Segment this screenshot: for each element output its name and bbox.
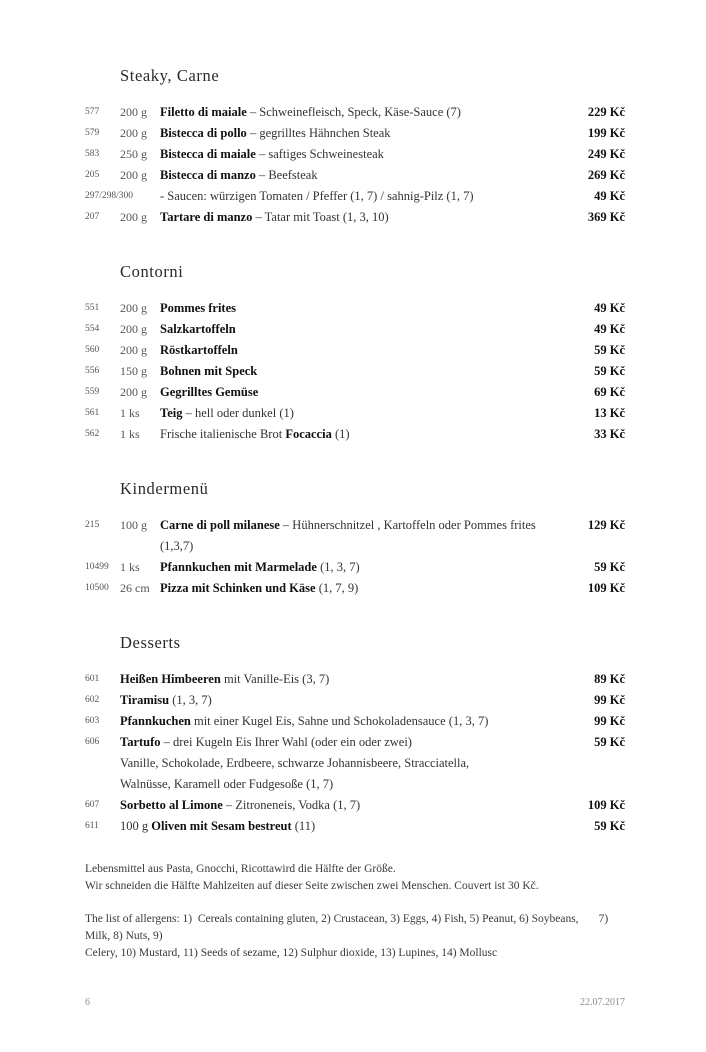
item-price: 249 Kč [587,147,625,161]
item-name: Bistecca di maiale [160,147,256,161]
note-line-portions: Lebensmittel aus Pasta, Gnocchi, Ricottawird die Hälfte der Größe. [85,863,396,875]
section-items [85,515,625,599]
item-name: Bohnen mit Speck [160,364,258,378]
item-quantity: 200 g [120,168,147,182]
item-quantity: 1 ks [120,406,140,420]
menu-item-row [85,424,625,445]
item-meta [85,165,160,186]
item-name: Focaccia [285,427,332,441]
item-meta [85,669,120,690]
item-quantity: 200 g [120,301,147,315]
item-price: 199 Kč [587,126,625,140]
item-meta [85,732,120,753]
section-title: Steaky, Carne [120,66,220,85]
item-code: 10499 [85,562,109,572]
item-price: 59 Kč [594,560,625,574]
item-text [160,298,569,319]
item-price: 229 Kč [587,105,625,119]
item-code: 607 [85,800,100,810]
item-name: Bistecca di pollo [160,126,247,140]
item-meta [85,711,120,732]
item-description: – Tatar mit Toast (1, 3, 10) [255,210,389,224]
menu-item-row [85,298,625,319]
item-meta [85,515,160,557]
item-code: 583 [85,149,100,159]
item-name: Pfannkuchen [120,714,191,728]
item-quantity: 100 g [120,518,147,532]
item-description: – Hühnerschnitzel , Kartoffeln oder Pommes frites (1,3,7) [160,518,536,553]
section-title: Contorni [120,262,184,281]
menu-item-row [85,361,625,382]
item-meta [85,816,120,837]
item-name: Filetto di maiale [160,105,247,119]
item-text [160,123,569,144]
item-description: (1, 3, 7) [320,560,360,574]
item-code: 611 [85,821,99,831]
item-name: Carne di poll milanese [160,518,280,532]
section-items [85,298,625,445]
item-name: Pizza mit Schinken und Käse [160,581,316,595]
item-description: mit einer Kugel Eis, Sahne und Schokoladensauce (1, 3, 7) [193,714,489,728]
item-code: 601 [85,674,100,684]
page-date: 22.07.2017 [580,997,625,1008]
item-name: Pfannkuchen mit Marmelade [160,560,317,574]
item-code: 602 [85,695,100,705]
menu-item-continuation [85,753,625,774]
item-text [160,403,569,424]
item-price: 59 Kč [594,819,625,833]
menu-item-row [85,690,625,711]
item-description: – Beefsteak [258,168,318,182]
item-code: 559 [85,387,100,397]
item-price: 99 Kč [594,714,625,728]
item-description: – drei Kugeln Eis Ihrer Wahl (oder ein oder zwei) [163,735,412,749]
item-text [160,578,569,599]
item-code: 556 [85,366,100,376]
item-meta [85,578,160,599]
item-meta [85,207,160,228]
item-meta [85,361,160,382]
item-price: 129 Kč [587,518,625,532]
item-text [160,382,569,403]
item-text [160,207,569,228]
item-meta [85,753,120,774]
menu-section [85,633,625,837]
section-title: Kindermenü [120,479,209,498]
item-code: 215 [85,520,100,530]
item-text [160,515,569,557]
item-text [160,102,569,123]
menu-item-row [85,186,625,207]
item-text [120,711,569,732]
item-prefix: Frische italienische Brot [160,427,286,441]
section-items [85,669,625,837]
item-meta [85,424,160,445]
item-code: 579 [85,128,100,138]
menu-item-row [85,795,625,816]
item-description: – saftiges Schweinesteak [258,147,384,161]
item-meta [85,123,160,144]
page-number: 6 [85,997,90,1008]
item-name: Gegrilltes Gemüse [160,385,259,399]
item-price: 109 Kč [587,581,625,595]
item-quantity: 200 g [120,343,147,357]
item-price: 49 Kč [594,301,625,315]
item-description: (1, 3, 7) [172,693,212,707]
item-name: Salzkartoffeln [160,322,236,336]
note-line-couvert: Wir schneiden die Hälfte Mahlzeiten auf dieser Seite zwischen zwei Menschen. Couvert ist 30 Kč. [85,880,539,892]
menu-item-row [85,382,625,403]
item-code: 577 [85,107,100,117]
item-name: Oliven mit Sesam bestreut [151,819,292,833]
item-meta [85,340,160,361]
item-description: (1, 7, 9) [318,581,359,595]
item-extra-line: Vanille, Schokolade, Erdbeere, schwarze Johannisbeere, Stracciatella, [120,756,470,770]
item-price: 13 Kč [594,406,625,420]
menu-item-row [85,557,625,578]
item-code: 560 [85,345,100,355]
item-meta [85,382,160,403]
item-description: – Schweinefleisch, Speck, Käse-Sauce (7) [249,105,461,119]
item-price: 59 Kč [594,735,625,749]
item-description: mit Vanille-Eis (3, 7) [223,672,330,686]
section-title: Desserts [120,633,181,652]
menu-section [85,262,625,445]
item-name: Tartare di manzo [160,210,253,224]
item-text [160,186,569,207]
item-text [160,361,569,382]
item-quantity: 200 g [120,385,147,399]
item-price: 33 Kč [594,427,625,441]
item-meta [85,557,160,578]
menu-section [85,479,625,599]
menu-item-row [85,123,625,144]
menu-item-row [85,319,625,340]
allergen-list [85,911,625,962]
item-price: 109 Kč [587,798,625,812]
item-text [120,669,569,690]
item-code: 606 [85,737,100,747]
menu-item-row [85,732,625,753]
item-meta [85,795,120,816]
item-description: - Saucen: würzigen Tomaten / Pfeffer (1, 7) / sahnig-Pilz (1, 7) [160,189,474,203]
item-price: 269 Kč [587,168,625,182]
menu-item-row [85,515,625,557]
item-price: 59 Kč [594,364,625,378]
item-quantity: 150 g [120,364,147,378]
item-meta [85,319,160,340]
item-name: Bistecca di manzo [160,168,256,182]
item-meta [85,298,160,319]
menu-item-row [85,669,625,690]
item-text [120,732,569,753]
menu-item-row [85,816,625,837]
item-description: – hell oder dunkel (1) [185,406,294,420]
page-footer [85,997,625,1008]
item-name: Teig [160,406,183,420]
item-text [160,557,569,578]
menu-item-row [85,207,625,228]
item-quantity: 26 cm [120,581,150,595]
item-quantity: 200 g [120,105,147,119]
item-code: 551 [85,303,100,313]
item-code: 205 [85,170,100,180]
section-items [85,102,625,228]
item-price: 99 Kč [594,693,625,707]
item-name: Röstkartoffeln [160,343,238,357]
item-description: – Zitroneneis, Vodka (1, 7) [225,798,361,812]
item-text [160,165,569,186]
menu-item-row [85,340,625,361]
item-code: 562 [85,429,100,439]
item-price: 59 Kč [594,343,625,357]
item-code: 297/298/300 [85,191,134,201]
item-meta [85,144,160,165]
item-code: 207 [85,212,100,222]
item-code: 10500 [85,583,109,593]
menu-item-continuation [85,774,625,795]
item-code: 554 [85,324,100,334]
item-description: (1) [334,427,350,441]
item-meta [85,186,160,207]
serving-notes [85,861,625,895]
menu-sections [85,66,625,837]
item-meta [85,102,160,123]
item-price: 69 Kč [594,385,625,399]
item-extra-line: Walnüsse, Karamell oder Fudgesoße (1, 7) [120,777,334,791]
item-text [160,144,569,165]
item-code: 603 [85,716,100,726]
menu-item-row [85,102,625,123]
item-name: Tiramisu [120,693,170,707]
item-quantity: 200 g [120,126,147,140]
menu-item-row [85,578,625,599]
item-name: Pommes frites [160,301,237,315]
item-price: 369 Kč [587,210,625,224]
item-price: 89 Kč [594,672,625,686]
menu-section [85,66,625,228]
item-text [160,319,569,340]
item-description: (11) [294,819,316,833]
menu-item-row [85,144,625,165]
item-text [160,424,569,445]
item-text [120,795,569,816]
item-text [160,340,569,361]
item-price: 49 Kč [594,189,625,203]
item-meta [85,403,160,424]
item-price: 49 Kč [594,322,625,336]
allergen-line-2: Celery, 10) Mustard, 11) Seeds of sezame, 12) Sulphur dioxide, 13) Lupines, 14) Mollusc [85,947,498,959]
item-quantity: 200 g [120,210,147,224]
item-code: 561 [85,408,100,418]
item-name: Sorbetto al Limone [120,798,223,812]
menu-item-row [85,403,625,424]
item-meta [85,690,120,711]
item-quantity: 1 ks [120,427,140,441]
item-text [120,816,569,837]
item-name: Heißen Himbeeren [120,672,221,686]
menu-item-row [85,165,625,186]
item-text [120,690,569,711]
item-quantity: 1 ks [120,560,140,574]
item-quantity: 250 g [120,147,147,161]
item-quantity: 200 g [120,322,147,336]
allergen-line-1: The list of allergens: 1) Cereals containing gluten, 2) Crustacean, 3) Eggs, 4) Fish, 5) Peanut, 6) Soybeans, 7) Milk, 8) Nuts, 9) [85,913,612,942]
item-prefix: 100 g [120,819,152,833]
menu-item-row [85,711,625,732]
item-description: – gegrilltes Hähnchen Steak [249,126,391,140]
item-name: Tartufo [120,735,161,749]
item-meta [85,774,120,795]
